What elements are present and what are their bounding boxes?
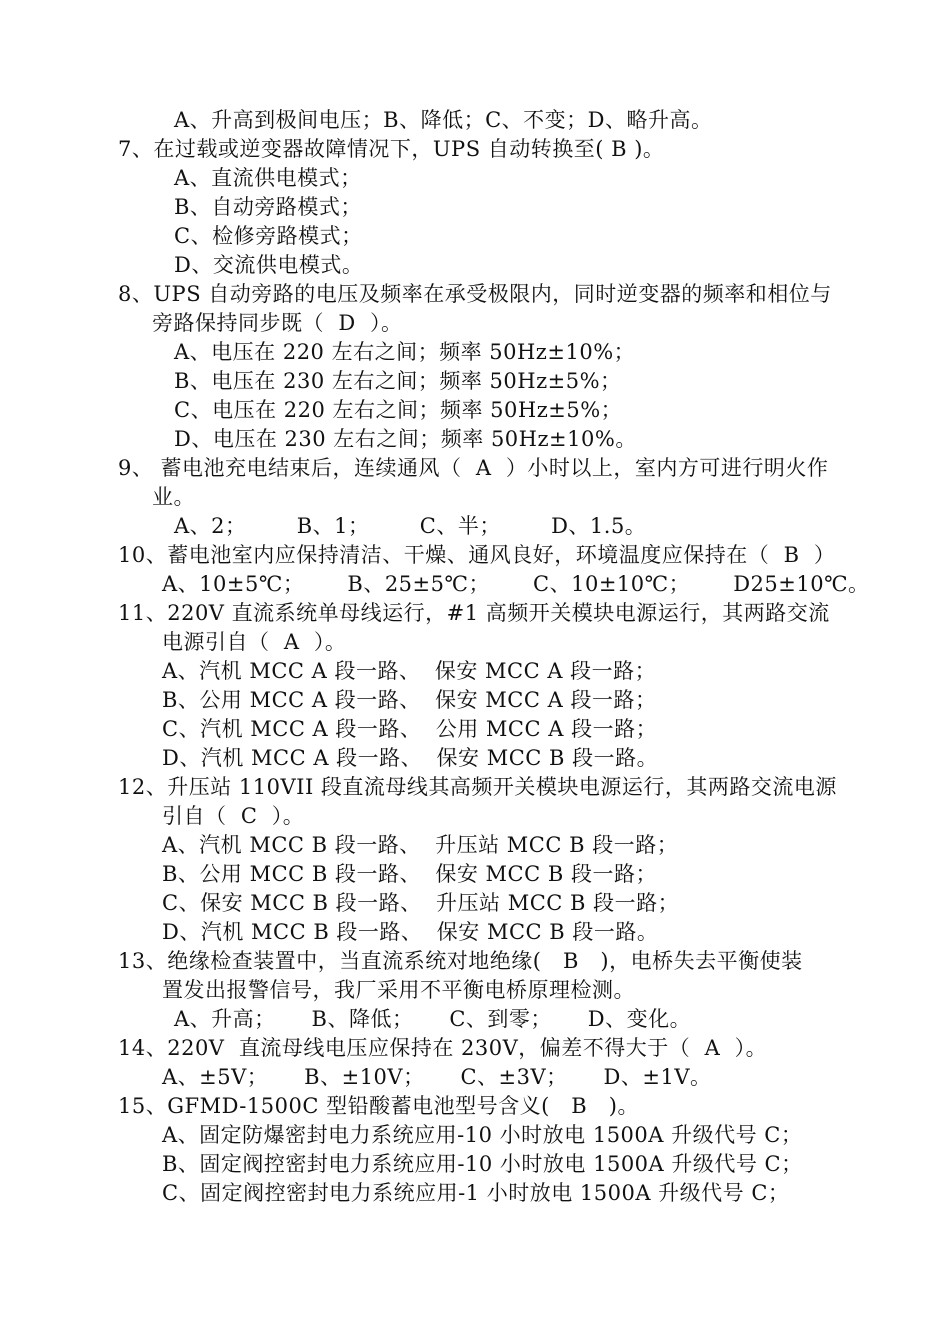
q10-options: A、10±5℃； B、25±5℃； C、10±10℃； D25±10℃。 xyxy=(162,572,870,596)
q11-option-c: C、汽机 MCC A 段一路、 公用 MCC A 段一路； xyxy=(162,717,658,741)
q11-option-a: A、汽机 MCC A 段一路、 保安 MCC A 段一路； xyxy=(162,659,657,683)
q11-option-d: D、汽机 MCC A 段一路、 保安 MCC B 段一路。 xyxy=(162,746,659,770)
q11-option-b: B、公用 MCC A 段一路、 保安 MCC A 段一路； xyxy=(162,688,657,712)
q13-options: A、升高； B、降低； C、到零； D、变化。 xyxy=(174,1007,692,1031)
q15-option-c: C、固定阀控密封电力系统应用-1 小时放电 1500A 升级代号 C； xyxy=(162,1181,790,1205)
q8-option-b: B、电压在 230 左右之间；频率 50Hz±5%； xyxy=(174,369,622,393)
q12-option-d: D、汽机 MCC B 段一路、 保安 MCC B 段一路。 xyxy=(162,920,659,944)
q13-question: 13、绝缘检查装置中，当直流系统对地绝缘( B )，电桥失去平衡使装 xyxy=(118,949,803,973)
q7-question: 7、在过载或逆变器故障情况下，UPS 自动转换至( B )。 xyxy=(118,137,665,161)
q11-question-cont: 电源引自（ A ）。 xyxy=(162,630,347,654)
q9-question: 9、 蓄电池充电结束后，连续通风（ A ）小时以上，室内方可进行明火作 xyxy=(118,456,829,480)
q13-question-cont: 置发出报警信号，我厂采用不平衡电桥原理检测。 xyxy=(162,978,635,1002)
q15-option-a: A、固定防爆密封电力系统应用-10 小时放电 1500A 升级代号 C； xyxy=(162,1123,803,1147)
q9-question-cont: 业。 xyxy=(152,485,195,509)
q15-question: 15、GFMD-1500C 型铅酸蓄电池型号含义( B )。 xyxy=(118,1094,639,1118)
q8-option-d: D、电压在 230 左右之间；频率 50Hz±10%。 xyxy=(174,427,637,451)
q15-option-b: B、固定阀控密封电力系统应用-10 小时放电 1500A 升级代号 C； xyxy=(162,1152,803,1176)
q8-option-a: A、电压在 220 左右之间；频率 50Hz±10%； xyxy=(174,340,636,364)
q7-option-b: B、自动旁路模式； xyxy=(174,195,362,219)
q14-question: 14、220V 直流母线电压应保持在 230V，偏差不得大于（ A ）。 xyxy=(118,1036,768,1060)
q12-option-b: B、公用 MCC B 段一路、 保安 MCC B 段一路； xyxy=(162,862,657,886)
q11-question: 11、220V 直流系统单母线运行，#1 高频开关模块电源运行，其两路交流 xyxy=(118,601,830,625)
q8-question-cont: 旁路保持同步既（ D ）。 xyxy=(152,311,403,335)
q12-option-a: A、汽机 MCC B 段一路、 升压站 MCC B 段一路； xyxy=(162,833,679,857)
q14-options: A、±5V； B、±10V； C、±3V； D、±1V。 xyxy=(162,1065,712,1089)
q12-option-c: C、保安 MCC B 段一路、 升压站 MCC B 段一路； xyxy=(162,891,680,915)
q12-question-cont: 引自（ C ）。 xyxy=(162,804,305,828)
q9-options: A、2； B、1； C、半； D、1.5。 xyxy=(174,514,647,538)
q12-question: 12、升压站 110VII 段直流母线其高频开关模块电源运行，其两路交流电源 xyxy=(118,775,837,799)
q8-question: 8、UPS 自动旁路的电压及频率在承受极限内，同时逆变器的频率和相位与 xyxy=(118,282,832,306)
q7-option-c: C、检修旁路模式； xyxy=(174,224,363,248)
q7-option-a: A、直流供电模式； xyxy=(174,166,362,190)
q6-options: A、升高到极间电压；B、降低；C、不变；D、略升高。 xyxy=(174,108,713,132)
q8-option-c: C、电压在 220 左右之间；频率 50Hz±5%； xyxy=(174,398,623,422)
q10-question: 10、蓄电池室内应保持清洁、干燥、通风良好，环境温度应保持在（ B ） xyxy=(118,543,836,567)
q7-option-d: D、交流供电模式。 xyxy=(174,253,364,277)
